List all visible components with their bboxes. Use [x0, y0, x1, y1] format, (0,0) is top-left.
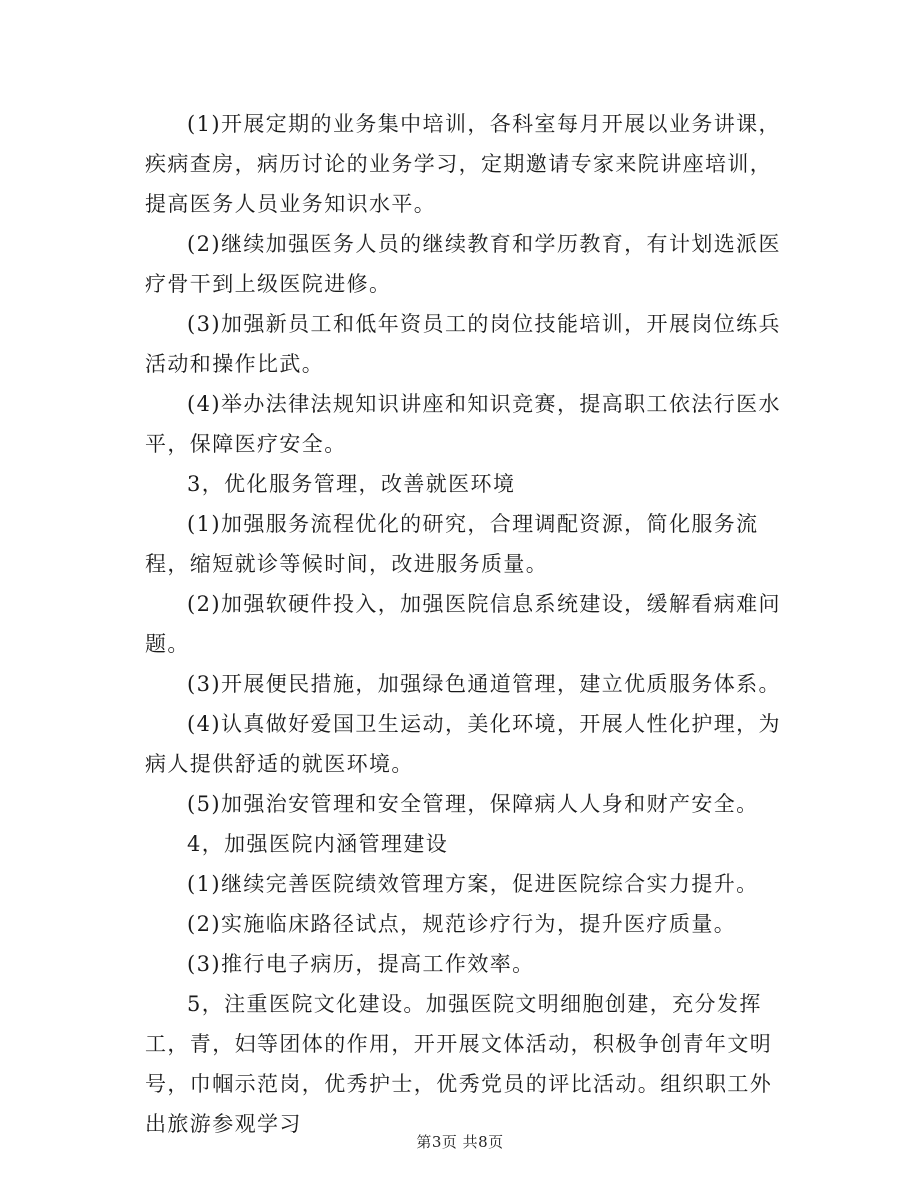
page-number-footer: 第3页 共8页 — [416, 1133, 504, 1151]
paragraph: (5)加强治安管理和安全管理，保障病人人身和财产安全。 — [187, 792, 759, 816]
section-heading: 4，加强医院内涵管理建设 — [187, 832, 449, 856]
paragraph: (3)开展便民措施，加强绿色通道管理，建立优质服务体系。 — [187, 672, 781, 696]
paragraph: (4)举办法律法规知识讲座和知识竞赛，提高职工依法行医水平，保障医疗安全。 — [145, 392, 781, 456]
paragraph: (2)加强软硬件投入，加强医院信息系统建设，缓解看病难问题。 — [145, 592, 781, 656]
section-heading: 3，优化服务管理，改善就医环境 — [187, 472, 516, 496]
paragraph: (3)加强新员工和低年资员工的岗位技能培训，开展岗位练兵活动和操作比武。 — [145, 312, 781, 376]
paragraph: (1)开展定期的业务集中培训，各科室每月开展以业务讲课，疾病查房，病历讨论的业务学习，定期邀请专家来院讲座培训，提高医务人员业务知识水平。 — [145, 112, 781, 216]
paragraph: (4)认真做好爱国卫生运动，美化环境，开展人性化护理，为病人提供舒适的就医环境。 — [145, 712, 781, 776]
paragraph: (1)继续完善医院绩效管理方案，促进医院综合实力提升。 — [187, 872, 759, 896]
paragraph: 5，注重医院文化建设。加强医院文明细胞创建，充分发挥工，青，妇等团体的作用，开开展文体活动，积极争创青年文明号，巾帼示范岗，优秀护士，优秀党员的评比活动。组织职工外出旅游参观学习 — [145, 992, 773, 1136]
document-body — [145, 104, 785, 1144]
paragraph: (3)推行电子病历，提高工作效率。 — [187, 952, 535, 976]
paragraph: (1)加强服务流程优化的研究，合理调配资源，简化服务流程，缩短就诊等候时间，改进服务质量。 — [145, 512, 759, 576]
paragraph: (2)继续加强医务人员的继续教育和学历教育，有计划选派医疗骨干到上级医院进修。 — [145, 232, 781, 296]
paragraph: (2)实施临床路径试点，规范诊疗行为，提升医疗质量。 — [187, 912, 737, 936]
